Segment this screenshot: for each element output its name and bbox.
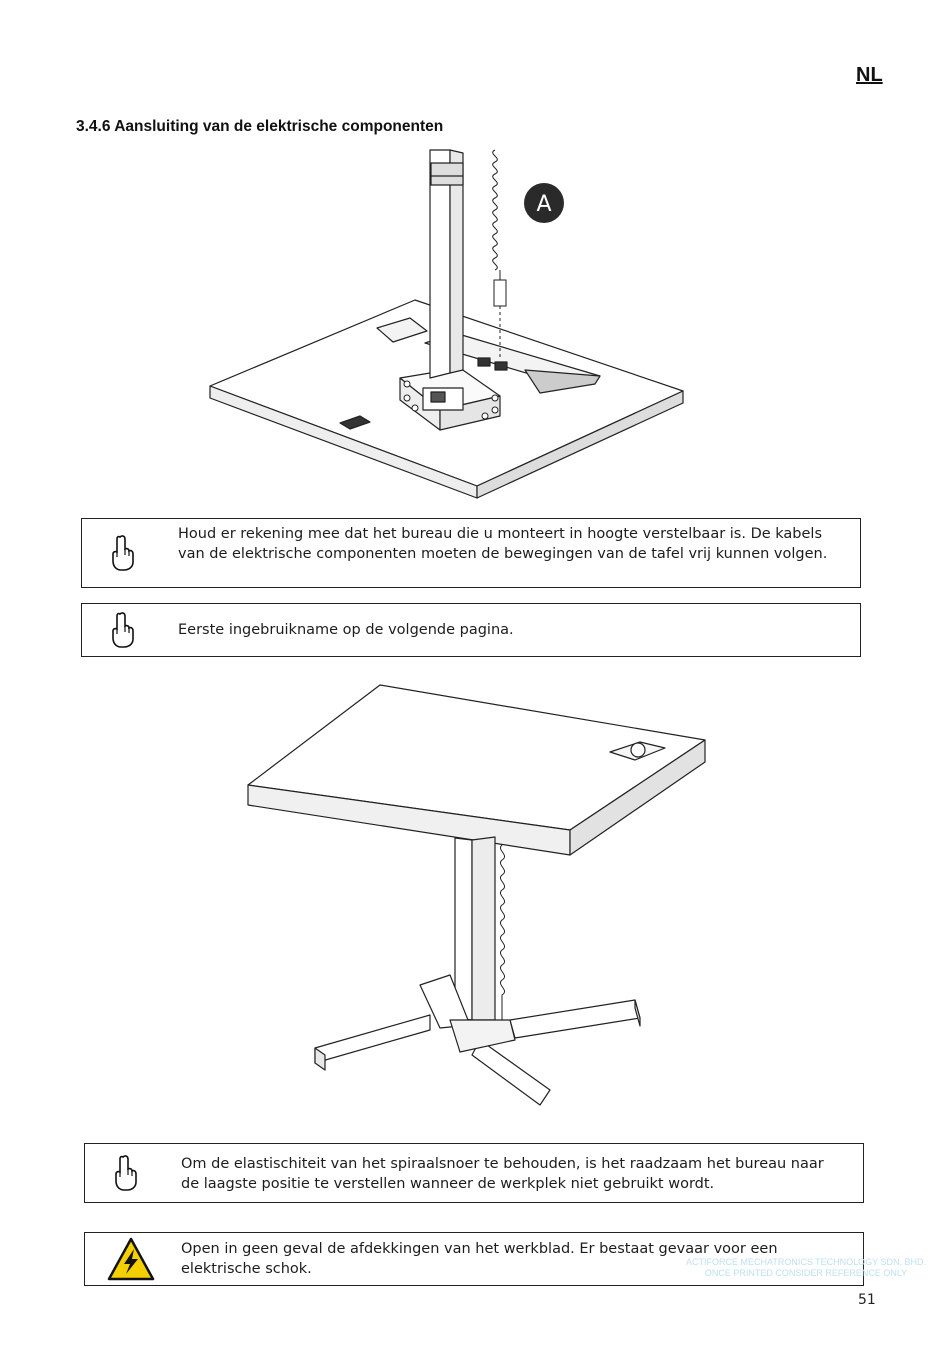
section-title: 3.4.6 Aansluiting van de elektrische componenten — [76, 118, 444, 135]
assembly-figure-cable-connection — [195, 148, 695, 503]
note-text: Eerste ingebruikname op de volgende pagina. — [178, 622, 514, 638]
note-text: Open in geen geval de afdekkingen van het werkblad. Er bestaat gevaar voor een elektrische schok. — [181, 1241, 778, 1277]
note-text: Om de elastischiteit van het spiraalsnoer te behouden, is het raadzaam het bureau naar de laagste positie te verstellen wanneer de werkplek niet gebruikt wordt. — [181, 1156, 824, 1192]
info-note — [81, 518, 861, 588]
pointing-hand-icon — [110, 612, 136, 648]
callout-label: A — [536, 192, 552, 217]
page-number: 51 — [858, 1292, 876, 1308]
assembled-table-figure — [240, 680, 710, 1120]
pointing-hand-icon — [113, 1155, 139, 1191]
language-code: NL — [856, 64, 883, 86]
watermark-line-2: ONCE PRINTED CONSIDER REFERENCE ONLY — [704, 1268, 908, 1278]
electric-shock-warning-icon — [107, 1237, 155, 1281]
info-note — [81, 603, 861, 657]
watermark — [672, 1257, 940, 1279]
note-text: Houd er rekening mee dat het bureau die u monteert in hoogte verstelbaar is. De kabels van de elektrische componenten moeten de bewegingen van de tafel vrij kunnen volgen. — [178, 526, 828, 562]
info-note — [84, 1143, 864, 1203]
watermark-line-1: ACTIFORCE MECHATRONICS TECHNOLOGY SDN. BHD. — [685, 1257, 927, 1267]
pointing-hand-icon — [110, 535, 136, 571]
